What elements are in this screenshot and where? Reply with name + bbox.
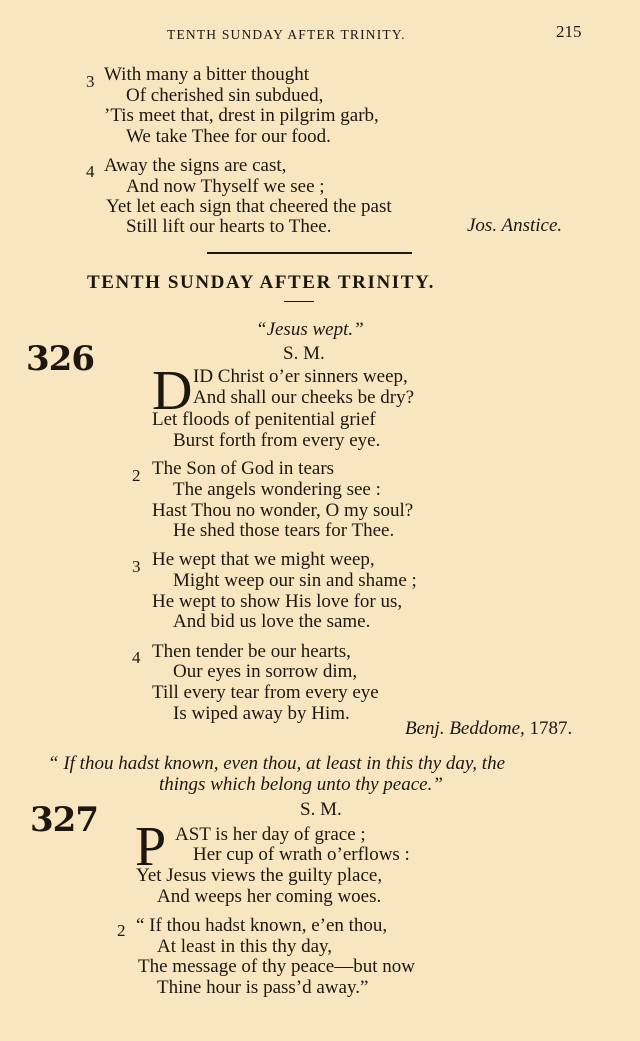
verse-line: Thine hour is pass’d away.” bbox=[157, 977, 369, 998]
verse-number: 4 bbox=[86, 162, 95, 181]
verse-line: The angels wondering see : bbox=[173, 479, 381, 500]
hymn-epigraph: things which belong unto thy peace.” bbox=[159, 774, 443, 795]
verse-line: Away the signs are cast, bbox=[104, 155, 287, 176]
verse-line: The message of thy peace—but now bbox=[138, 956, 415, 977]
section-title: TENTH SUNDAY AFTER TRINITY. bbox=[87, 272, 435, 293]
verse-line: He shed those tears for Thee. bbox=[173, 520, 395, 541]
verse-number: 4 bbox=[132, 648, 141, 667]
author-attribution bbox=[405, 719, 572, 738]
title-underline bbox=[284, 301, 314, 302]
hymn-meter: S. M. bbox=[283, 343, 325, 364]
page-number: 215 bbox=[556, 22, 582, 41]
author-name: Benj. Beddome, bbox=[405, 718, 525, 739]
verse-line: He wept to show His love for us, bbox=[152, 591, 403, 612]
verse-line: Yet let each sign that cheered the past bbox=[106, 196, 392, 217]
author-attribution: Jos. Anstice. bbox=[467, 215, 563, 236]
verse-line: With many a bitter thought bbox=[104, 64, 310, 85]
hymn-number: 327 bbox=[30, 800, 98, 840]
verse-line: Hast Thou no wonder, O my soul? bbox=[152, 500, 414, 521]
verse-line: Burst forth from every eye. bbox=[173, 430, 381, 451]
verse-line: “ If thou hadst known, e’en thou, bbox=[136, 915, 388, 936]
verse-number: 3 bbox=[86, 72, 95, 91]
verse-line: And weeps her coming woes. bbox=[157, 886, 382, 907]
verse-line: At least in this thy day, bbox=[157, 936, 333, 957]
verse-line: Still lift our hearts to Thee. bbox=[126, 216, 332, 237]
hymn-epigraph: “Jesus wept.” bbox=[256, 319, 364, 340]
verse-number: 3 bbox=[132, 557, 141, 576]
drop-cap: D bbox=[152, 360, 193, 422]
verse-line: ’Tis meet that, drest in pilgrim garb, bbox=[104, 105, 379, 126]
verse-line: Is wiped away by Him. bbox=[173, 703, 350, 724]
hymn-meter: S. M. bbox=[300, 799, 342, 820]
verse-line: Till every tear from every eye bbox=[152, 682, 379, 703]
author-year: 1787. bbox=[529, 718, 573, 739]
verse-line: He wept that we might weep, bbox=[152, 549, 375, 570]
verse-line: And shall our cheeks be dry? bbox=[193, 387, 415, 408]
verse-line: We take Thee for our food. bbox=[126, 126, 331, 147]
verse-line: Yet Jesus views the guilty place, bbox=[136, 865, 383, 886]
verse-line: Then tender be our hearts, bbox=[152, 641, 351, 662]
divider-rule bbox=[207, 252, 412, 254]
verse-line: And now Thyself we see ; bbox=[126, 176, 325, 197]
verse-line: The Son of God in tears bbox=[152, 458, 335, 479]
running-title: TENTH SUNDAY AFTER TRINITY. bbox=[167, 27, 406, 42]
verse-line: Might weep our sin and shame ; bbox=[173, 570, 417, 591]
hymn-epigraph: “ If thou hadst known, even thou, at least in this thy day, the bbox=[48, 753, 506, 774]
hymn-number: 326 bbox=[26, 339, 94, 379]
verse-line: Her cup of wrath o’erflows : bbox=[193, 844, 410, 865]
verse-line: Of cherished sin subdued, bbox=[126, 85, 324, 106]
verse-line: AST is her day of grace ; bbox=[175, 824, 366, 845]
drop-cap: P bbox=[135, 816, 167, 878]
verse-line: Let floods of penitential grief bbox=[152, 409, 376, 430]
verse-line: And bid us love the same. bbox=[173, 611, 371, 632]
verse-line: Our eyes in sorrow dim, bbox=[173, 661, 358, 682]
verse-number: 2 bbox=[132, 466, 141, 485]
verse-number: 2 bbox=[117, 921, 126, 940]
verse-line: ID Christ o’er sinners weep, bbox=[193, 366, 408, 387]
